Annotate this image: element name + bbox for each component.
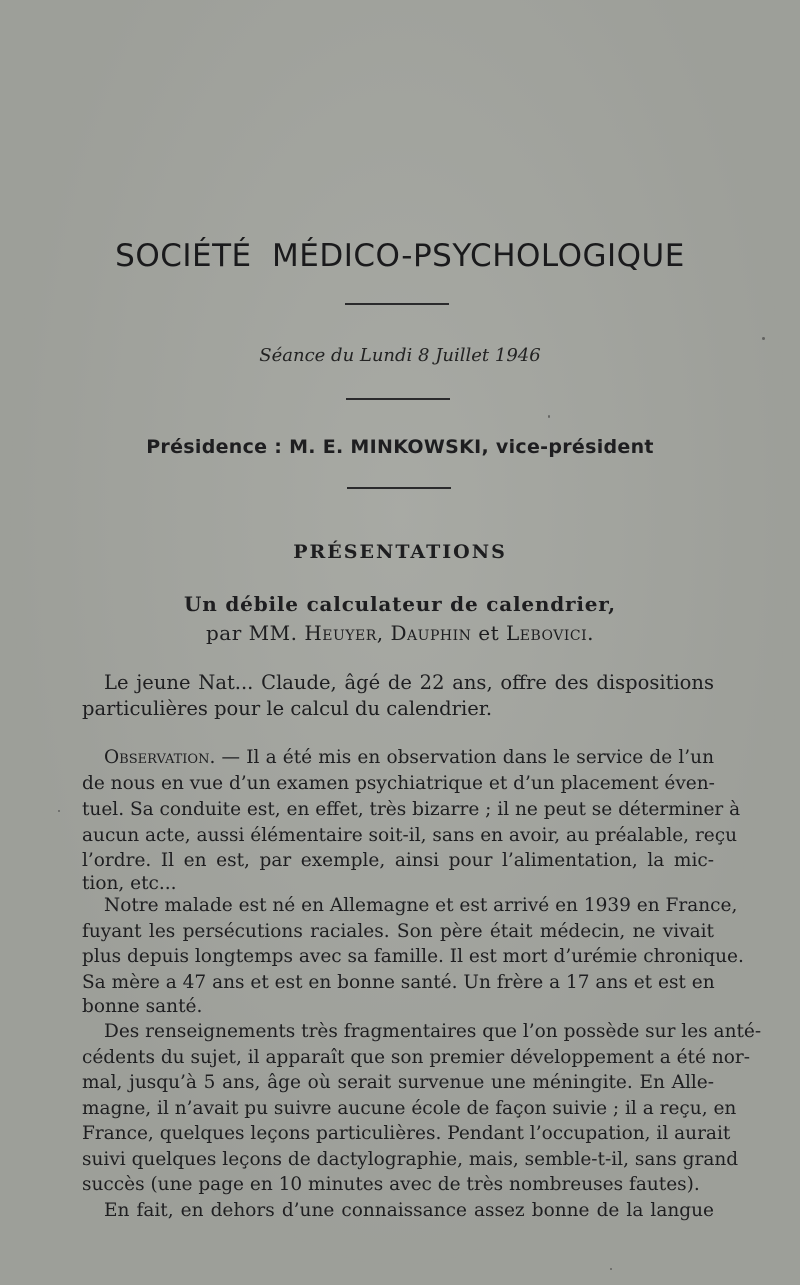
- authors-prefix: par MM.: [206, 621, 298, 645]
- body-line: l’ordre. Il en est, par exemple, ainsi pour l’alimentation, la mic-: [82, 850, 714, 871]
- article-authors: [0, 621, 800, 645]
- body-line: Des renseignements très fragmentaires que l’on possède sur les anté-: [104, 1021, 762, 1042]
- body-line: En fait, en dehors d’une connaissance assez bonne de la langue: [104, 1200, 714, 1221]
- author-name: Heuyer: [304, 621, 377, 645]
- body-line: succès (une page en 10 minutes avec de très nombreuses fautes).: [82, 1174, 700, 1195]
- section-heading: PRÉSENTATIONS: [293, 541, 507, 563]
- presidency-line: Présidence : M. E. MINKOWSKI, vice-président: [146, 436, 654, 458]
- society-title: SOCIÉTÉ MÉDICO-PSYCHOLOGIQUE: [115, 238, 685, 274]
- body-line: France, quelques leçons particulières. Pendant l’occupation, il aurait: [82, 1123, 731, 1144]
- divider-rule: [346, 398, 450, 400]
- body-line: de nous en vue d’un examen psychiatrique et d’un placement éven-: [82, 773, 715, 794]
- body-line: aucun acte, aussi élémentaire soit-il, sans en avoir, au préalable, reçu: [82, 825, 738, 846]
- session-date: Séance du Lundi 8 Juillet 1946: [259, 345, 541, 366]
- body-line: fuyant les persécutions raciales. Son père était médecin, ne vivait: [82, 921, 714, 942]
- divider-rule: [345, 303, 449, 305]
- body-line: tion, etc...: [82, 873, 177, 894]
- body-line: magne, il n’avait pu suivre aucune école de façon suivie ; il a reçu, en: [82, 1098, 737, 1119]
- intro-line: particulières pour le calcul du calendrier.: [82, 697, 493, 720]
- paper-speck: [548, 415, 550, 418]
- observation-line: [104, 747, 714, 769]
- author-separator: et: [478, 621, 500, 645]
- body-line: bonne santé.: [82, 996, 203, 1017]
- article-title: Un débile calculateur de calendrier,: [184, 592, 616, 616]
- body-line: mal, jusqu’à 5 ans, âge où serait survenue une méningite. En Alle-: [82, 1072, 714, 1093]
- paper-speck: [610, 1268, 612, 1270]
- paper-speck: [762, 337, 765, 340]
- body-line: Sa mère a 47 ans et est en bonne santé. Un frère a 17 ans et est en: [82, 972, 715, 993]
- paper-speck: [58, 810, 60, 812]
- body-line: suivi quelques leçons de dactylographie, mais, semble-t-il, sans grand: [82, 1149, 739, 1170]
- body-line: cédents du sujet, il apparaît que son premier développement a été nor-: [82, 1047, 750, 1068]
- intro-line: Le jeune Nat... Claude, âgé de 22 ans, offre des dispositions: [104, 671, 714, 694]
- divider-rule: [347, 487, 451, 489]
- body-line: tuel. Sa conduite est, en effet, très bizarre ; il ne peut se déterminer à: [82, 799, 741, 820]
- observation-lead: — Il a été mis en observation dans le service de l’un: [215, 747, 714, 768]
- body-line: Notre malade est né en Allemagne et est arrivé en 1939 en France,: [104, 895, 738, 916]
- observation-label: Observation.: [104, 747, 216, 768]
- authors-end: .: [587, 621, 594, 645]
- author-name: Lebovici: [505, 621, 588, 645]
- author-separator: ,: [376, 621, 384, 645]
- body-line: plus depuis longtemps avec sa famille. Il est mort d’urémie chronique.: [82, 946, 744, 967]
- author-name: Dauphin: [390, 621, 472, 645]
